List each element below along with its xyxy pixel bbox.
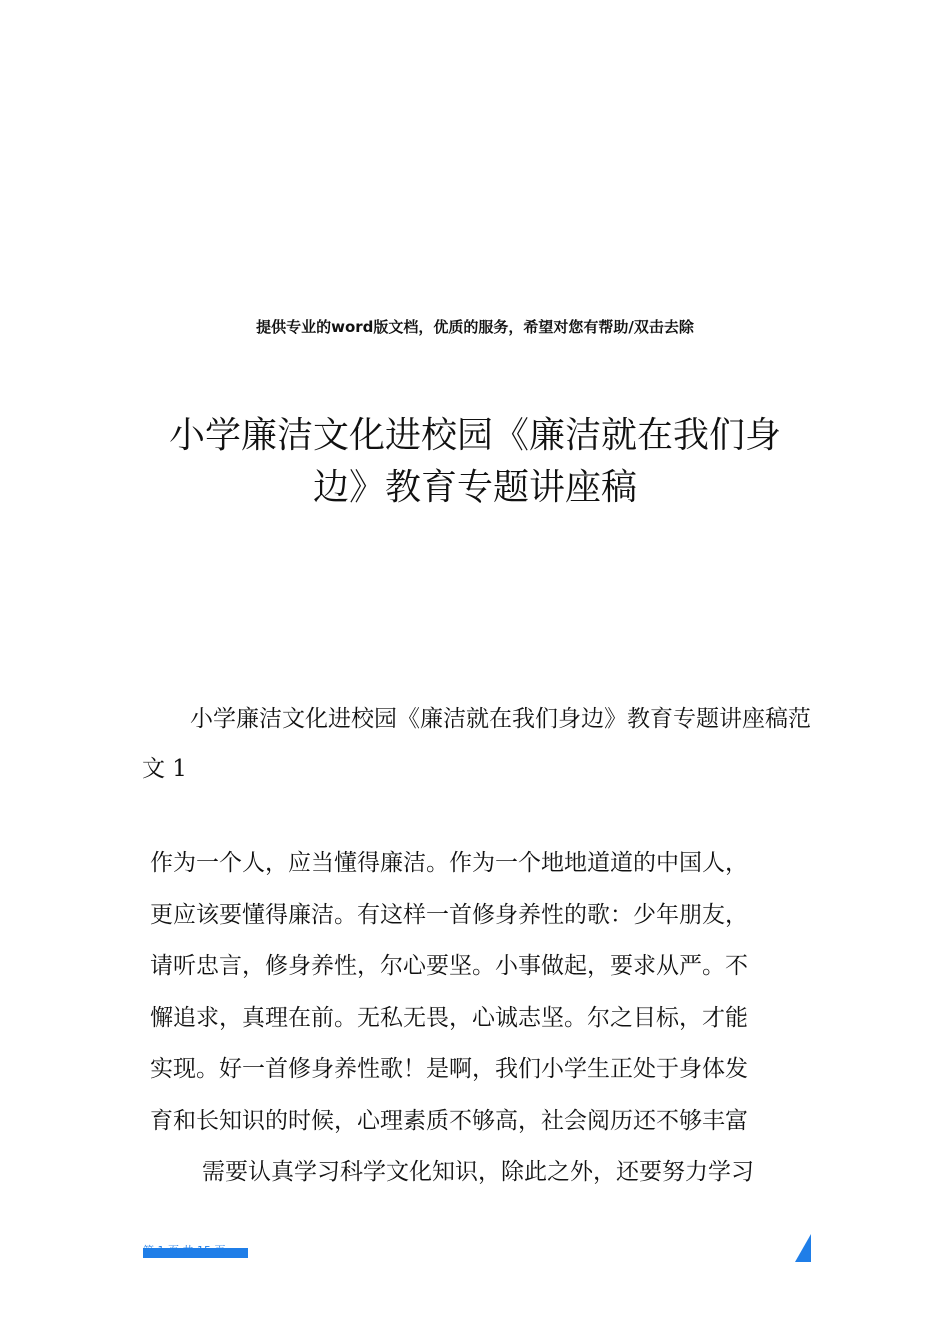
document-title: [120, 410, 830, 514]
paragraph-line: 懈追求，真理在前。无私无畏，心诚志坚。尔之目标，才能: [150, 1004, 748, 1031]
paragraph-line: 更应该要懂得廉洁。有这样一首修身养性的歌：少年朋友，: [150, 901, 748, 928]
paragraph-line: 需要认真学习科学文化知识，除此之外，还要努力学习: [202, 1159, 754, 1185]
paragraph-line: 请听忠言，修身养性，尔心要坚。小事做起，要求从严。不: [150, 953, 748, 979]
title-line-1: 小学廉洁文化进校园《廉洁就在我们身: [168, 415, 781, 456]
title-line-2: 边》教育专题讲座稿: [312, 467, 637, 508]
body-paragraph: [150, 838, 814, 1199]
corner-triangle-icon: [795, 1234, 811, 1262]
section-heading: 小学廉洁文化进校园《廉洁就在我们身边》教育专题讲座稿范文 1: [142, 706, 811, 782]
page-indicator: 第 1 页 共 15 页: [143, 1244, 226, 1257]
paragraph-line: 作为一个人，应当懂得廉洁。作为一个地地道道的中国人，: [150, 850, 748, 876]
paragraph-line: 育和长知识的时候，心理素质不够高，社会阅历还不够丰富: [150, 1107, 748, 1134]
header-banner: 提供专业的word版文档，优质的服务，希望对您有帮助/双击去除: [256, 318, 694, 336]
paragraph-line: 实现。好一首修身养性歌！是啊，我们小学生正处于身体发: [150, 1056, 748, 1082]
